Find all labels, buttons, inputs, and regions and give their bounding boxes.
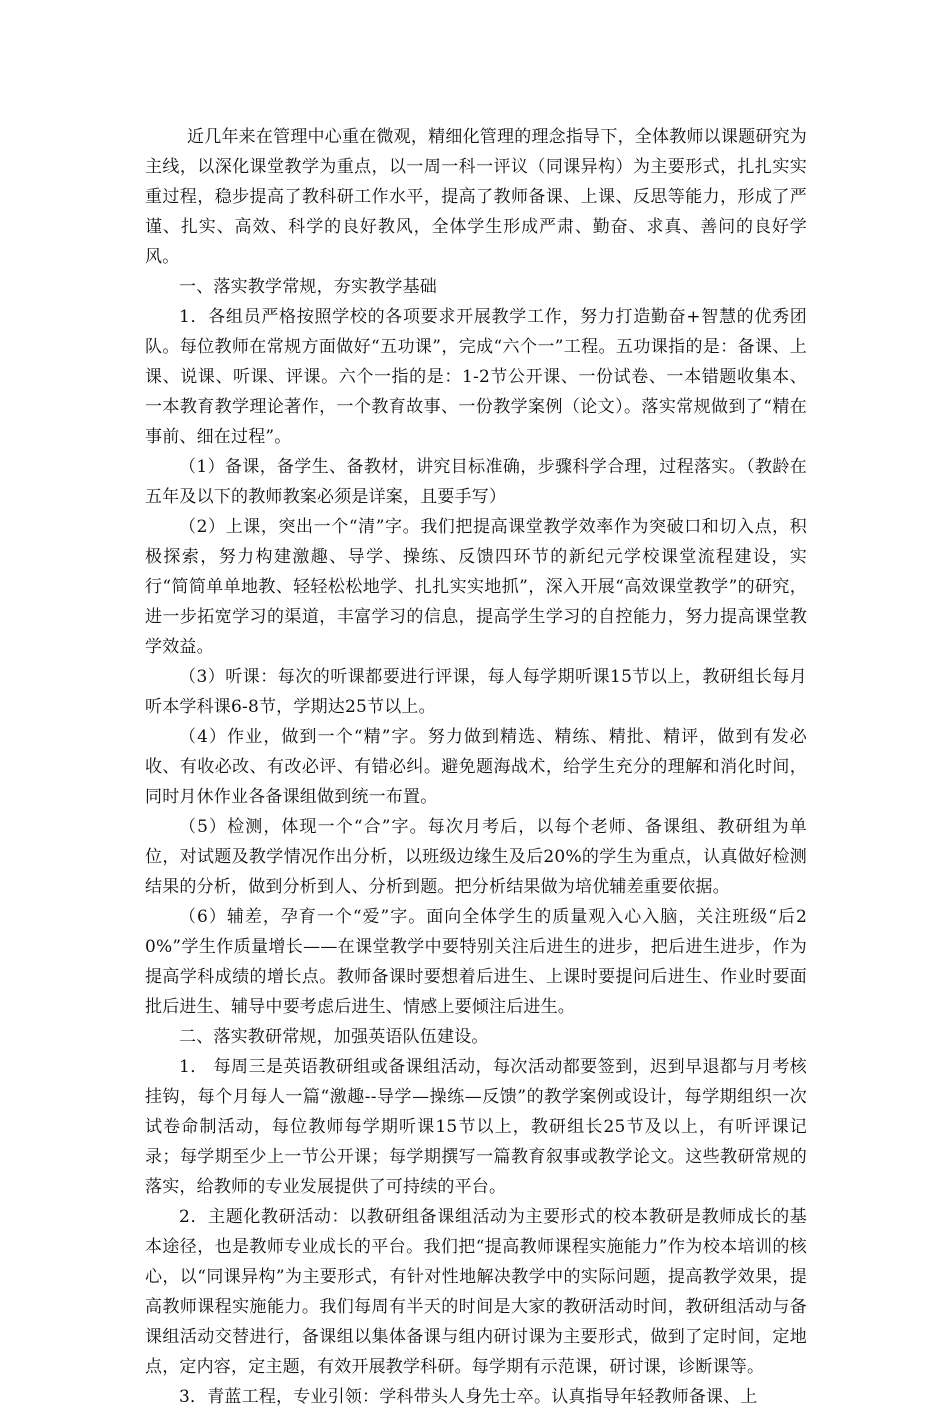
paragraph-research-1: 1． 每周三是英语教研组或备课组活动，每次活动都要签到，迟到早退都与月考核挂钩，每个月每人一篇“激趣--导学—操练—反馈”的教学案例或设计，每学期组织一次试卷命制活动，每位教师每学期听课15节以上，教研组长25节及以上，有听评课记录；每学期至少上一节公开课；每学期撰写一篇教育叙事或教学论文。这些教研常规的落实，给教师的专业发展提供了可持续的平台。 — [145, 1057, 807, 1197]
paragraph-homework: （4）作业，做到一个“精”字。努力做到精选、精练、精批、精评，做到有发必收、有收必改、有改必评、有错必纠。避免题海战术，给学生充分的理解和消化时间，同时月休作业各备课组做到统一布置。 — [145, 727, 807, 807]
paragraph-tutoring: （6）辅差，孕育一个“爱”字。面向全体学生的质量观入心入脑，关注班级“后20%”学生作质量增长——在课堂教学中要特别关注后进生的进步，把后进生进步，作为提高学科成绩的增长点。教师备课时要想着后进生、上课时要提问后进生、作业时要面批后进生、辅导中要考虑后进生、情感上要倾注后进生。 — [145, 907, 807, 1017]
paragraph-teaching: （2）上课，突出一个“清”字。我们把提高课堂教学效率作为突破口和切入点，积极探索，努力构建激趣、导学、操练、反馈四环节的新纪元学校课堂流程建设，实行“简简单单地教、轻轻松松地学、扎扎实实地抓”，深入开展“高效课堂教学”的研究，进一步拓宽学习的渠道，丰富学习的信息，提高学生学习的自控能力，努力提高课堂教学效益。 — [145, 517, 807, 657]
document-body — [145, 122, 807, 1412]
paragraph-research-2: 2．主题化教研活动：以教研组备课组活动为主要形式的校本教研是教师成长的基本途径，也是教师专业成长的平台。我们把“提高教师课程实施能力”作为校本培训的核心，以“同课异构”为主要形式，有针对性地解决教学中的实际问题，提高教学效果，提高教师课程实施能力。我们每周有半天的时间是大家的教研活动时间，教研组活动与备课组活动交替进行，备课组以集体备课与组内研讨课为主要形式，做到了定时间，定地点，定内容，定主题，有效开展教学科研。每学期有示范课，研讨课，诊断课等。 — [145, 1207, 807, 1377]
section-heading-1: 一、落实教学常规，夯实教学基础 — [179, 277, 437, 297]
intro-paragraph: 近几年来在管理中心重在微观，精细化管理的理念指导下，全体教师以课题研究为主线，以深化课堂教学为重点，以一周一科一评议（同课异构）为主要形式，扎扎实实重过程，稳步提高了教科研工作水平，提高了教师备课、上课、反思等能力，形成了严谨、扎实、高效、科学的良好教风，全体学生形成严肃、勤奋、求真、善问的良好学风。 — [145, 127, 807, 267]
paragraph-research-3: 3．青蓝工程，专业引领：学科带头人身先士卒。认真指导年轻教师备课、上 — [179, 1387, 758, 1407]
paragraph-routine-1: 1．各组员严格按照学校的各项要求开展教学工作，努力打造勤奋+智慧的优秀团队。每位教师在常规方面做好“五功课”，完成“六个一”工程。五功课指的是：备课、上课、说课、听课、评课。六个一指的是：1-2节公开课、一份试卷、一本错题收集本、一本教育教学理论著作，一个教育故事、一份教学案例（论文）。落实常规做到了“精在事前、细在过程”。 — [145, 307, 807, 447]
paragraph-testing: （5）检测，体现一个“合”字。每次月考后，以每个老师、备课组、教研组为单位，对试题及教学情况作出分析，以班级边缘生及后20%的学生为重点，认真做好检测结果的分析，做到分析到人、分析到题。把分析结果做为培优辅差重要依据。 — [145, 817, 807, 897]
paragraph-observation: （3）听课：每次的听课都要进行评课，每人每学期听课15节以上，教研组长每月听本学科课6-8节，学期达25节以上。 — [145, 667, 807, 717]
paragraph-lesson-prep: （1）备课，备学生、备教材，讲究目标准确，步骤科学合理，过程落实。（教龄在五年及以下的教师教案必须是详案，且要手写） — [145, 457, 807, 507]
section-heading-2: 二、落实教研常规，加强英语队伍建设。 — [179, 1027, 489, 1047]
